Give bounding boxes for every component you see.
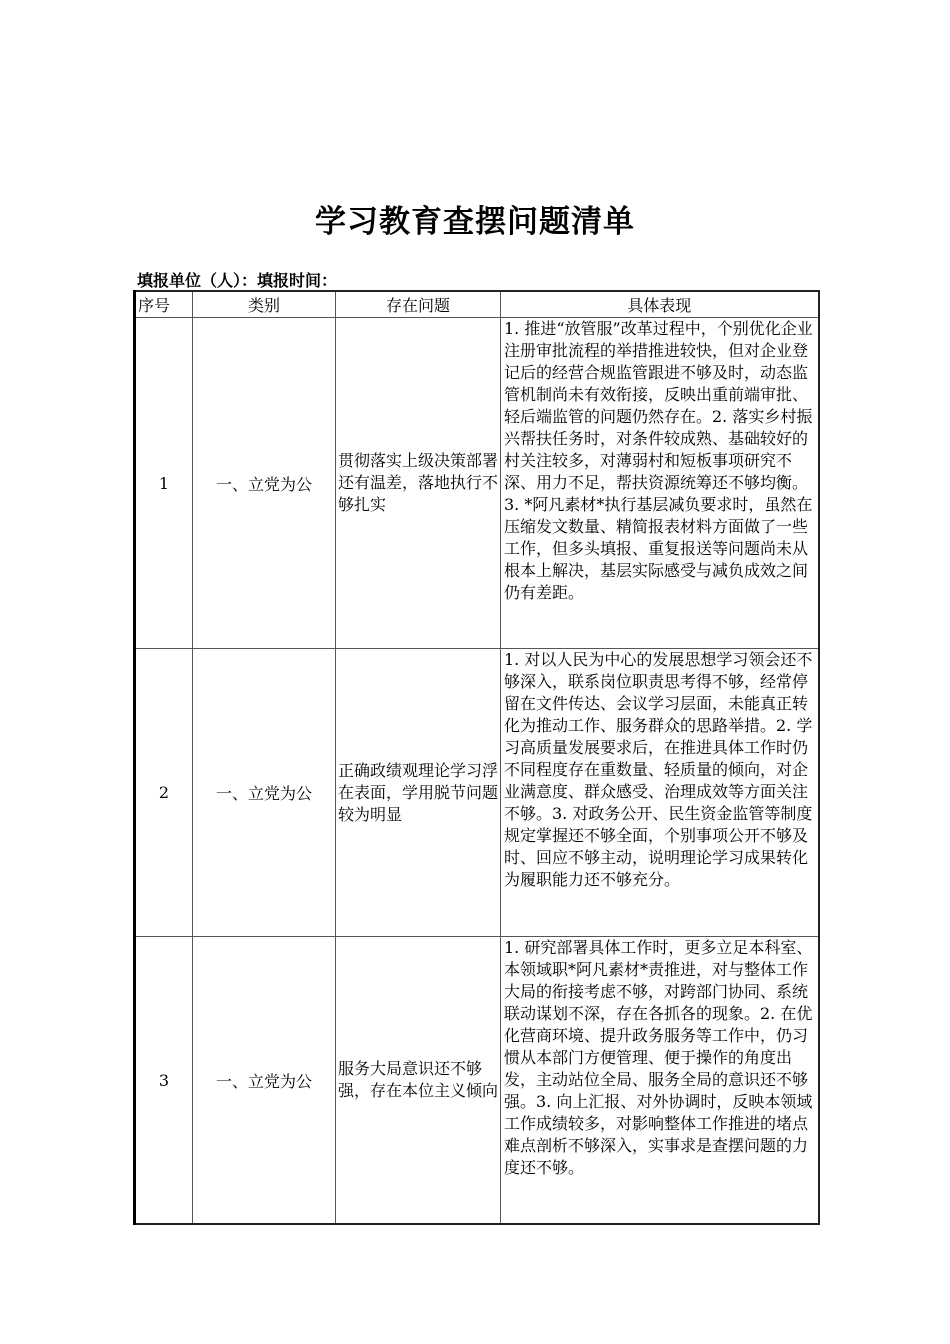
cell-problem: 正确政绩观理论学习浮在表面，学用脱节问题较为明显 xyxy=(336,649,501,937)
table-row xyxy=(135,937,819,1225)
cell-detail: 1. 研究部署具体工作时，更多立足本科室、本领域职*阿凡素材*责推进，对与整体工作大局的衔接考虑不够，对跨部门协同、系统联动谋划不深，存在各抓各的现象。2. 在优化营商环境、提升政务服务等工作中，仍习惯从本部门方便管理、便于操作的角度出发，主动站位全局、服务全局的意识还不够强。3. 向上汇报、对外协调时，反映本领域工作成绩较多，对影响整体工作推进的堵点难点剖析不够深入，实事求是查摆问题的力度还不够。 xyxy=(501,937,819,1225)
cell-seq: 1 xyxy=(135,318,193,649)
cell-problem: 贯彻落实上级决策部署还有温差，落地执行不够扎实 xyxy=(336,318,501,649)
cell-seq: 3 xyxy=(135,937,193,1225)
report-meta-line: 填报单位（人）：填报时间： xyxy=(137,271,338,290)
table-header-row xyxy=(135,291,819,318)
cell-category: 一、立党为公 xyxy=(193,318,336,649)
header-detail: 具体表现 xyxy=(501,291,819,318)
cell-seq: 2 xyxy=(135,649,193,937)
table-row xyxy=(135,649,819,937)
cell-detail: 1. 推进“放管服”改革过程中，个别优化企业注册审批流程的举措推进较快，但对企业登记后的经营合规监管跟进不够及时，动态监管机制尚未有效衔接，反映出重前端审批、轻后端监管的问题仍然存在。2. 落实乡村振兴帮扶任务时，对条件较成熟、基础较好的村关注较多，对薄弱村和短板事项研究不深、用力不足，帮扶资源统筹还不够均衡。3. *阿凡素材*执行基层减负要求时，虽然在压缩发文数量、精简报表材料方面做了一些工作，但多头填报、重复报送等问题尚未从根本上解决，基层实际感受与减负成效之间仍有差距。 xyxy=(501,318,819,649)
header-seq: 序号 xyxy=(135,291,193,318)
document-title: 学习教育查摆问题清单 xyxy=(315,204,635,240)
cell-category: 一、立党为公 xyxy=(193,937,336,1225)
cell-category: 一、立党为公 xyxy=(193,649,336,937)
header-category: 类别 xyxy=(193,291,336,318)
cell-detail: 1. 对以人民为中心的发展思想学习领会还不够深入，联系岗位职责思考得不够，经常停留在文件传达、会议学习层面，未能真正转化为推动工作、服务群众的思路举措。2. 学习高质量发展要求后，在推进具体工作时仍不同程度存在重数量、轻质量的倾向，对企业满意度、群众感受、治理成效等方面关注不够。3. 对政务公开、民生资金监管等制度规定掌握还不够全面，个别事项公开不够及时、回应不够主动，说明理论学习成果转化为履职能力还不够充分。 xyxy=(501,649,819,937)
cell-problem: 服务大局意识还不够强，存在本位主义倾向 xyxy=(336,937,501,1225)
header-problem: 存在问题 xyxy=(336,291,501,318)
table-row xyxy=(135,318,819,649)
problem-list-table xyxy=(133,290,820,1225)
